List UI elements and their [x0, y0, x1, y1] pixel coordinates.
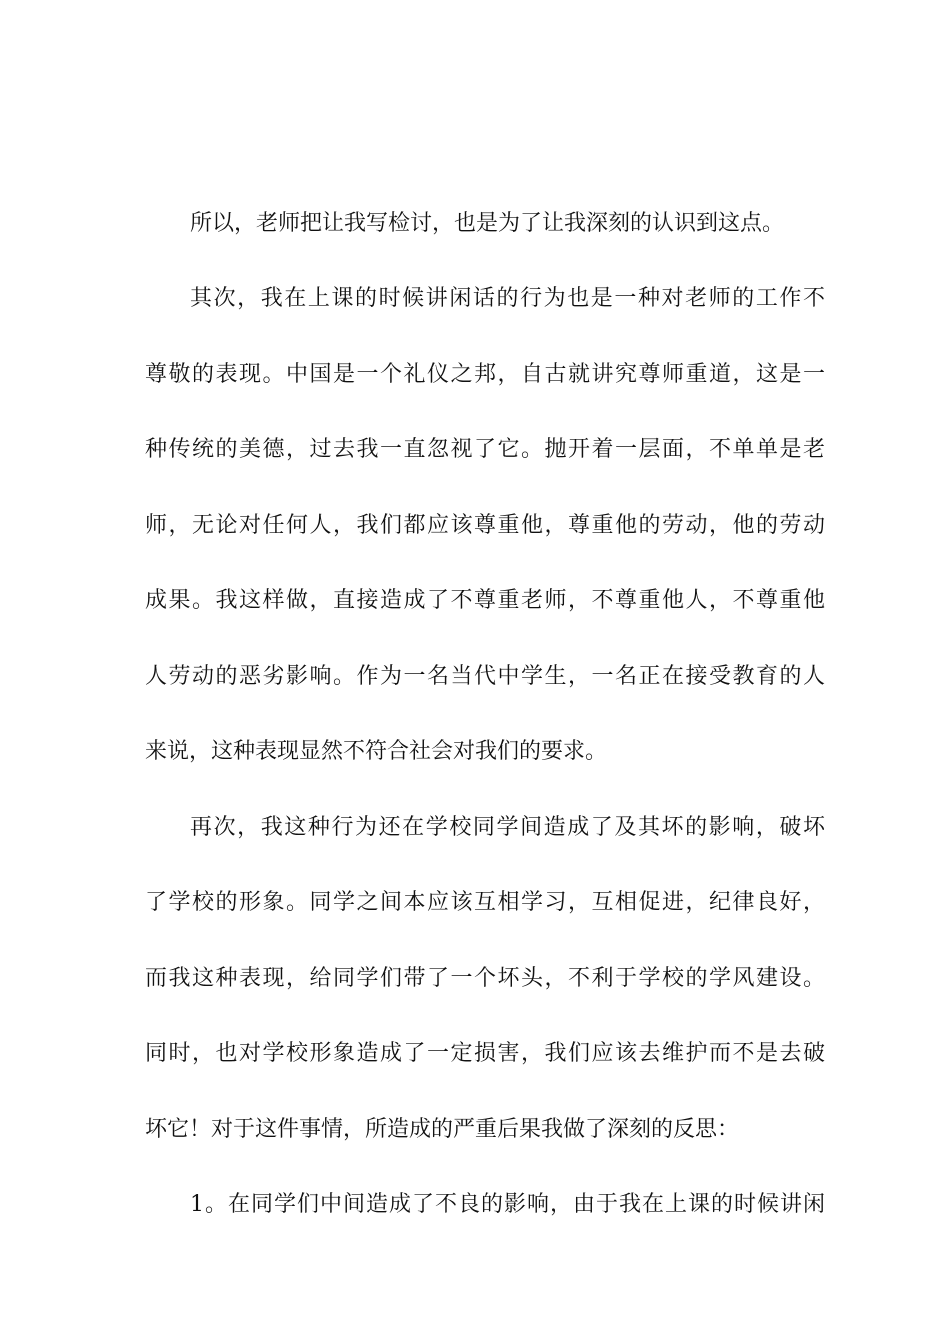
paragraph-1-line-1: 所以，老师把让我写检讨，也是为了让我深刻的认识到这点。	[190, 211, 785, 236]
paragraph-2-line-5: 成果。我这样做，直接造成了不尊重老师，不尊重他人，不尊重他	[145, 588, 825, 613]
paragraph-3-line-5: 坏它！对于这件事情，所造成的严重后果我做了深刻的反思：	[145, 1117, 740, 1142]
paragraph-2-line-1: 其次，我在上课的时候讲闲话的行为也是一种对老师的工作不	[190, 286, 825, 311]
paragraph-3-line-4: 同时，也对学校形象造成了一定损害，我们应该去维护而不是去破	[145, 1041, 825, 1066]
paragraph-2-line-7: 来说，这种表现显然不符合社会对我们的要求。	[145, 739, 608, 764]
paragraph-3-line-1: 再次，我这种行为还在学校同学间造成了及其坏的影响，破坏	[190, 815, 825, 840]
paragraph-3-line-3: 而我这种表现，给同学们带了一个坏头，不利于学校的学风建设。	[145, 966, 825, 991]
paragraph-2-line-3: 种传统的美德，过去我一直忽视了它。抛开着一层面，不单单是老	[145, 437, 825, 462]
paragraph-2-line-6: 人劳动的恶劣影响。作为一名当代中学生，一名正在接受教育的人	[145, 664, 825, 689]
paragraph-2-line-4: 师，无论对任何人，我们都应该尊重他，尊重他的劳动，他的劳动	[145, 513, 825, 538]
list-item-1-line-1: 1。在同学们中间造成了不良的影响，由于我在上课的时候讲闲	[190, 1192, 825, 1217]
paragraph-3-line-2: 了学校的形象。同学之间本应该互相学习，互相促进，纪律良好，	[145, 890, 825, 915]
paragraph-2-line-2: 尊敬的表现。中国是一个礼仪之邦，自古就讲究尊师重道，这是一	[145, 362, 825, 387]
